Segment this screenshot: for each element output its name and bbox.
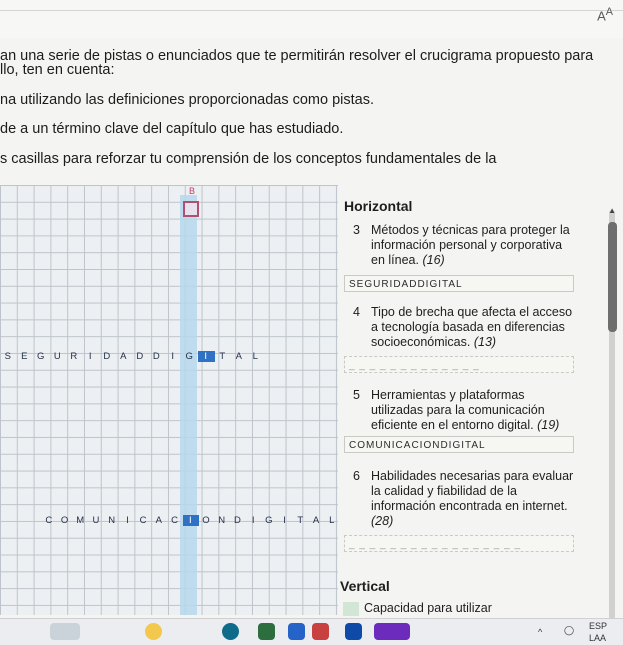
app-icon-1[interactable]	[145, 623, 162, 640]
answer-field-6[interactable]: _ _ _ _ _ _ _ _ _ _ _ _ _ _ _ _ _	[344, 535, 574, 552]
crossword-cell[interactable]: E	[21, 351, 29, 362]
crossword-cell[interactable]: N	[108, 515, 117, 526]
clues-panel	[340, 185, 610, 615]
vertical-top-letter: B	[189, 186, 196, 196]
crossword-cell[interactable]: D	[136, 351, 145, 362]
app-icon-3[interactable]	[258, 623, 275, 640]
crossword-cell[interactable]: I	[251, 515, 256, 526]
crossword-cell[interactable]: G	[37, 351, 46, 362]
crossword-cell[interactable]: D	[233, 515, 242, 526]
crossword-cell[interactable]: I	[198, 351, 215, 362]
help-icon[interactable]	[288, 623, 305, 640]
intro-line-2: llo, ten en cuenta:	[0, 62, 115, 78]
clue-number: 5	[353, 388, 360, 402]
scrollbar-thumb[interactable]	[608, 222, 617, 332]
intro-line-4: de a un término clave del capítulo que has estudiado.	[0, 121, 344, 137]
crossword-cell[interactable]: U	[92, 515, 101, 526]
app-icon-4[interactable]	[345, 623, 362, 640]
crossword-cell[interactable]: M	[76, 515, 86, 526]
crossword-cell[interactable]: T	[297, 515, 305, 526]
vertical-clue-marker	[343, 602, 359, 616]
crossword-cell[interactable]: I	[283, 515, 287, 526]
crossword-cell[interactable]: A	[312, 515, 321, 526]
crossword-cell[interactable]: G	[265, 515, 274, 526]
taskbar	[0, 618, 623, 645]
keyboard-region[interactable]: LAA	[589, 633, 607, 643]
crossword-cell[interactable]: U	[53, 351, 62, 362]
horizontal-title: Horizontal	[344, 198, 413, 214]
crossword-cell[interactable]: A	[120, 351, 128, 362]
clue-count: (19)	[537, 418, 560, 432]
keyboard-lang[interactable]: ESP	[589, 621, 608, 631]
top-bar	[0, 0, 623, 38]
clue-number: 3	[353, 223, 360, 237]
vertical-clue-text: Capacidad para utilizar	[364, 601, 492, 615]
answer-field-5[interactable]: COMUNICACIONDIGITAL	[344, 436, 574, 453]
crossword-row-seguridad[interactable]	[0, 348, 330, 365]
crossword-cell[interactable]: A	[155, 515, 163, 526]
crossword-cell[interactable]: O	[202, 515, 211, 526]
crossword-cell[interactable]: G	[185, 351, 194, 362]
intro-line-3: na utilizando las definiciones proporcionadas como pistas.	[0, 92, 374, 108]
clue-number: 4	[353, 305, 360, 319]
weather-icon[interactable]	[50, 623, 80, 640]
crossword-cell[interactable]: I	[88, 351, 93, 362]
crossword-cell[interactable]: D	[152, 351, 161, 362]
clue-count: (13)	[473, 335, 497, 349]
answer-field-4[interactable]: _ _ _ _ _ _ _ _ _ _ _ _ _	[344, 356, 574, 373]
active-cell[interactable]	[183, 201, 199, 217]
crossword-cell[interactable]: C	[45, 515, 54, 526]
clue-text: Herramientas y plataformas utilizadas para la comunicación eficiente en el entorno digital.	[371, 388, 545, 432]
crossword-cell[interactable]: C	[171, 515, 179, 526]
top-divider	[0, 10, 623, 11]
tray-network-icon[interactable]: ◯	[564, 625, 575, 635]
clue-count: (28)	[371, 514, 394, 528]
crossword-cell[interactable]: L	[252, 351, 259, 362]
answer-field-3[interactable]: SEGURIDADDIGITAL	[344, 275, 574, 292]
clue-text: Tipo de brecha que afecta el acceso a tecnología basada en diferencias socioeconómicas.	[371, 305, 573, 349]
crossword-cell[interactable]: D	[103, 351, 112, 362]
app-icon-2[interactable]	[222, 623, 239, 640]
intro-line-1: an una serie de pistas o enunciados que te permitirán resolver el crucigrama propuesto para	[0, 48, 594, 64]
crossword-cell[interactable]: I	[171, 351, 176, 362]
crossword-cell[interactable]: N	[218, 515, 227, 526]
vertical-title: Vertical	[340, 578, 390, 594]
font-size-button[interactable]: $A^A$	[597, 6, 613, 24]
crossword-cell[interactable]: L	[329, 515, 336, 526]
intro-line-5: s casillas para reforzar tu comprensión de los conceptos fundamentales de la	[0, 151, 497, 167]
crossword-cell[interactable]: I	[126, 515, 130, 526]
gmail-icon[interactable]	[312, 623, 329, 640]
crossword-cell[interactable]: R	[70, 351, 79, 362]
clue-text: Métodos y técnicas para proteger la información personal y corporativa en línea.	[371, 223, 570, 267]
crossword-cell[interactable]: T	[219, 351, 227, 362]
clue-number: 6	[353, 469, 360, 483]
scroll-up-icon[interactable]: ▲	[608, 206, 616, 215]
crossword-cell[interactable]: C	[139, 515, 148, 526]
clue-count: (16)	[422, 253, 445, 267]
font-size-label: A	[597, 8, 606, 24]
app-icon-5[interactable]	[374, 623, 410, 640]
crossword-cell[interactable]: I	[183, 515, 199, 526]
clue-text: Habilidades necesarias para evaluar la calidad y fiabilidad de la información encontrada en internet.	[371, 469, 574, 513]
crossword-cell[interactable]: O	[60, 515, 70, 526]
crossword-cell[interactable]: A	[235, 351, 243, 362]
crossword-grid[interactable]	[0, 185, 338, 615]
crossword-row-comunicacion[interactable]	[10, 512, 338, 529]
tray-chevron-icon[interactable]: ^	[538, 627, 543, 637]
crossword-cell[interactable]: S	[4, 351, 12, 362]
vertical-word-column[interactable]	[180, 195, 197, 615]
